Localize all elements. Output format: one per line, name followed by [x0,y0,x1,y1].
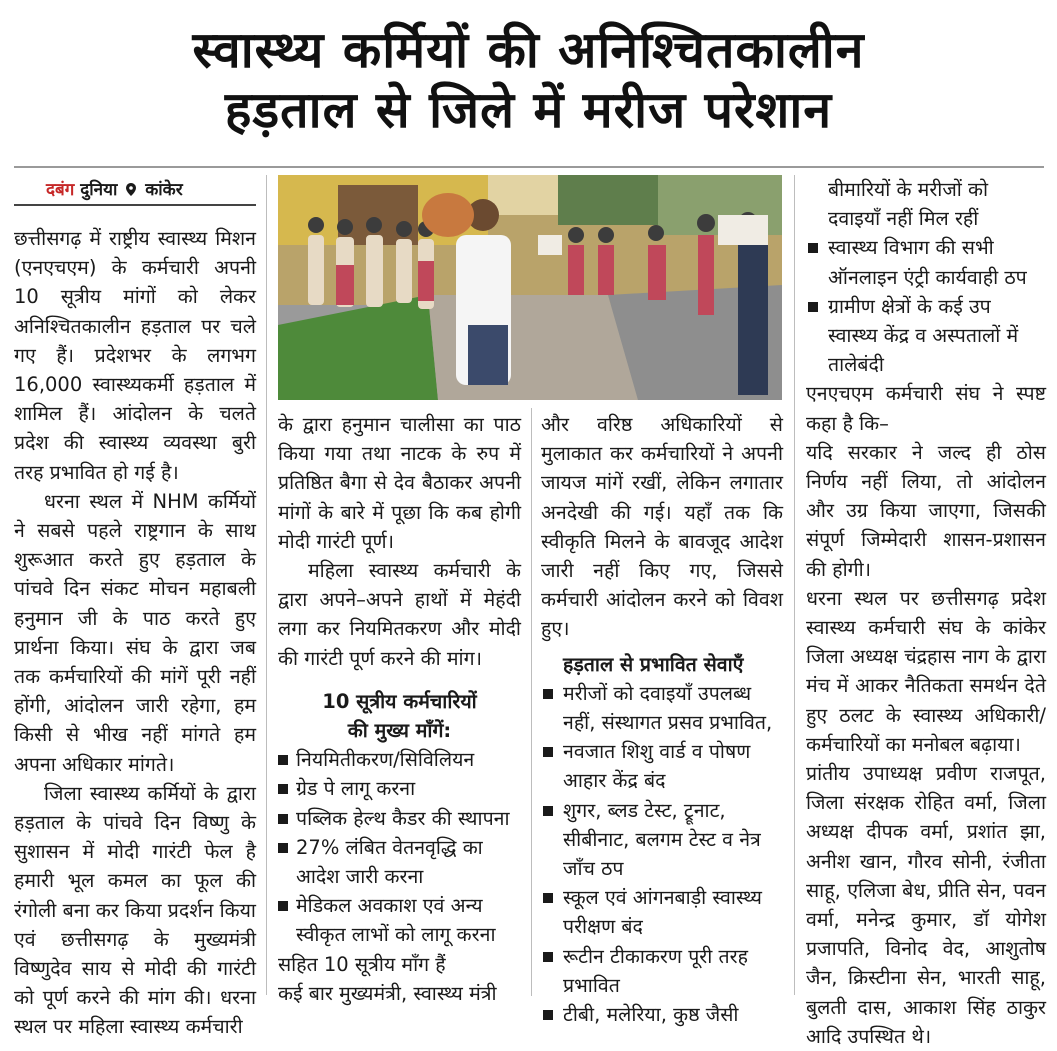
demands-heading-line-2: की मुख्य माँगें: [347,719,452,743]
list-item: स्कूल एवं आंगनबाड़ी स्वास्थ्य परीक्षण बंद [541,883,783,941]
paragraph: एनएचएम कर्मचारी संघ ने स्पष्ट कहा है कि– [806,382,1046,435]
services-heading: हड़ताल से प्रभावित सेवाएँ [563,652,744,676]
column-divider-2 [531,408,532,996]
list-item: रूटीन टीकाकरण पूरी तरह प्रभावित [541,942,783,1000]
paragraph: जिला स्वास्थ्य कर्मियों के द्वारा हड़ताल के पांचवे दिन विष्णु के सुशासन में मोदी गारंटी फेल है हमारी भूल कमल का फूल की रंगोली बना कर किया प्रदर्शन किया एवं छत्तीसगढ़ के मुख्यमंत्री विष्णुदेव साय से मोदी की गारंटी को पूर्ण करने की मांग की। धरना स्थल पर महिला स्वास्थ्य कर्मचारी [14,781,256,1039]
byline-rule [14,204,256,206]
headline [0,20,1057,140]
list-item: नियमितीकरण/सिविलियन [278,745,521,774]
list-item: 27% लंबित वेतनवृद्धि का आदेश जारी करना [278,833,521,891]
list-item: टीबी, मलेरिया, कुष्ठ जैसी [541,1000,783,1029]
paragraph: कई बार मुख्यमंत्री, स्वास्थ्य मंत्री [278,981,497,1005]
protest-photo [278,175,782,400]
headline-line-1: स्वास्थ्य कर्मियों की अनिश्चितकालीन [192,21,865,79]
list-item: पब्लिक हेल्थ कैडर की स्थापना [278,804,521,833]
list-item: मेडिकल अवकाश एवं अन्य स्वीकृत लाभों को लागू करना [278,891,521,949]
list-item: स्वास्थ्य विभाग की सभी ऑनलाइन एंट्री कार्यवाही ठप [806,233,1046,291]
paragraph: धरना स्थल में NHM कर्मियों ने सबसे पहले राष्ट्रगान के साथ शुरूआत करते हुए हड़ताल के पांचवे दिन संकट मोचन महाबली हनुमान जी के पाठ करते हुए प्रार्थना किया। संघ के द्वारा जब तक कर्मचारियों की मांगें पूरी नहीं होंगी, आंदोलन जारी रहेगा, हम किसी से भीख नहीं मांगते हम अपना अधिकार मांगते। [14,489,256,776]
byline [46,178,266,202]
location-pin-icon [126,183,136,196]
brand-name-black: दुनिया [80,180,118,200]
column-divider-1 [266,175,267,995]
list-item: ग्रामीण क्षेत्रों के कई उप स्वास्थ्य केंद्र व अस्पतालों में तालेबंदी [806,292,1046,380]
column-3 [541,410,783,1027]
protest-photo-illustration [278,175,782,400]
column-divider-3 [794,175,795,995]
paragraph: महिला स्वास्थ्य कर्मचारी के द्वारा अपने–अपने हाथों में मेहंदी लगा कर नियमितकरण और मोदी की गारंटी पूर्ण करने की मांग। [278,559,521,670]
headline-line-2: हड़ताल से जिले में मरीज परेशान [224,81,833,139]
column-2 [278,410,521,1005]
paragraph: बीमारियों के मरीजों को दवाइयाँ नहीं मिल रहीं [828,178,989,231]
paragraph: धरना स्थल पर छत्तीसगढ़ प्रदेश स्वास्थ्य कर्मचारी संघ के कांकेर जिला अध्यक्ष चंद्रहास नाग के द्वारा मंच में आकर नैतिकता समर्थन देते हुए ठलट के स्वास्थ्य अधिकारी/कर्मचारियों का मनोबल बढ़ाया। [806,586,1046,756]
paragraph: छत्तीसगढ़ में राष्ट्रीय स्वास्थ्य मिशन (एनएचएम) के कर्मचारी अपनी 10 सूत्रीय मांगों को लेकर अनिश्चितकालीन हड़ताल पर चले गए हैं। प्रदेशभर के लगभग 16,000 स्वास्थ्यकर्मी हड़ताल में शामिल हैं। आंदोलन के चलते प्रदेश की स्वास्थ्य व्यवस्था बुरी तरह प्रभावित हो गई है। [14,227,256,484]
list-item: ग्रेड पे लागू करना [278,774,521,803]
paragraph: यदि सरकार ने जल्द ही ठोस निर्णय नहीं लिया, तो आंदोलन और उग्र किया जाएगा, जिसकी संपूर्ण जिम्मेदारी शासन-प्रशासन की होगी। [806,440,1046,581]
paragraph: प्रांतीय उपाध्यक्ष प्रवीण राजपूत, जिला संरक्षक रोहित वर्मा, जिला अध्यक्ष दीपक वर्मा, प्रशांत झा, अनीश खान, गौरव सोनी, रंजीता साहू, एलिजा बेध, प्रीति सेन, पवन वर्मा, मनेन्द्र कुमार, डॉ योगेश प्रजापति, विनोद वेद, आशुतोष जैन, क्रिस्टीना सेन, भारती साहू, बुलती दास, आकाश सिंह ठाकुर आदि उपस्थित थे। [806,762,1046,1048]
list-item: मरीजों को दवाइयाँ उपलब्ध नहीं, संस्थागत प्रसव प्रभावित, [541,679,783,737]
list-item: शुगर, ब्लड टेस्ट, ट्रूनाट, सीबीनाट, बलगम टेस्ट व नेत्र जाँच ठप [541,796,783,884]
brand-name-red: दबंग [46,180,75,200]
demands-heading-line-1: 10 सूत्रीय कर्मचारियों [322,689,477,713]
column-1 [14,224,256,1039]
paragraph: सहित 10 सूत्रीय माँग हैं [278,952,446,976]
byline-location: कांकेर [145,180,183,200]
top-rule [14,166,1044,168]
paragraph: के द्वारा हनुमान चालीसा का पाठ किया गया तथा नाटक के रुप में प्रतिष्ठित बैगा से देव बैठाकर अपनी मांगों के बारे में पूछा कि कब होगी मोदी गारंटी पूर्ण। [278,413,521,553]
paragraph: और वरिष्ठ अधिकारियों से मुलाकात कर कर्मचारियों ने अपनी जायज मांगें रखीं, लेकिन लगातार अनदेखी की गई। यहाँ तक कि स्वीकृति मिलने के बावजूद आदेश जारी नहीं किए गए, जिससे कर्मचारी आंदोलन करने को विवश हुए। [541,413,783,641]
list-item: नवजात शिशु वार्ड व पोषण आहार केंद्र बंद [541,737,783,795]
column-4 [806,175,1046,1048]
